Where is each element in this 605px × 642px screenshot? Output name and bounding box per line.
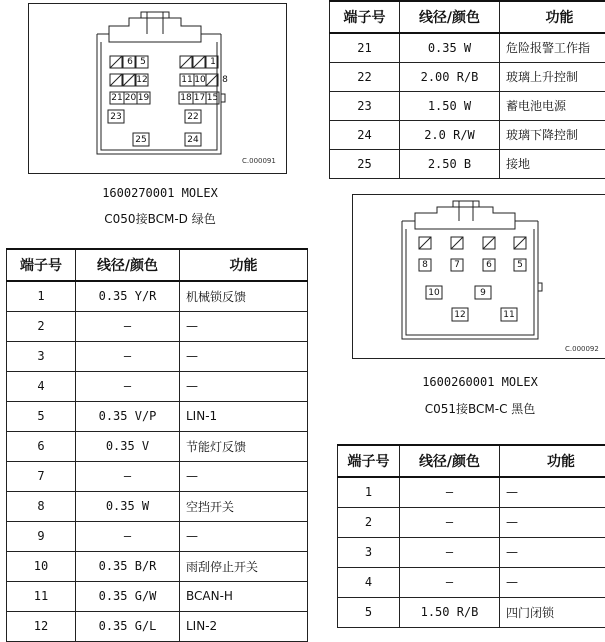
pin-number: 4 <box>7 371 76 401</box>
wire-spec: — <box>400 477 500 507</box>
pin-function: — <box>180 371 308 401</box>
wire-spec: 0.35 G/L <box>76 611 180 641</box>
pin-label: 20 <box>124 93 137 103</box>
pin-number: 3 <box>7 341 76 371</box>
pin-label: 19 <box>137 93 150 103</box>
pin-function: — <box>500 507 605 537</box>
pin-function: 雨刮停止开关 <box>180 551 308 581</box>
figure-code: C.000091 <box>242 157 276 165</box>
connector-d-name: C050接BCM-D 绿色 <box>60 210 260 227</box>
wire-spec: — <box>400 507 500 537</box>
pin-function: 蓄电池电源 <box>500 91 605 120</box>
table-row <box>330 149 605 178</box>
wire-spec: 2.0 R/W <box>400 120 500 149</box>
table-row <box>7 581 308 611</box>
pin-number: 21 <box>330 33 400 62</box>
table-row <box>7 311 308 341</box>
pin-function: 节能灯反馈 <box>180 431 308 461</box>
pin-function: 危险报警工作指 <box>500 33 605 62</box>
pin-label: 5 <box>137 57 149 67</box>
connector-d-diagram-frame <box>28 3 287 174</box>
pin-number: 5 <box>7 401 76 431</box>
table-row <box>338 597 605 627</box>
pin-label: 22 <box>185 112 201 122</box>
table-row <box>330 91 605 120</box>
wire-spec: 0.35 Y/R <box>76 281 180 311</box>
pin-number: 5 <box>338 597 400 627</box>
pin-function: 玻璃上升控制 <box>500 62 605 91</box>
pin-label: 12 <box>136 75 148 85</box>
pin-label: 18 <box>179 93 193 103</box>
header-function: 功能 <box>500 445 605 477</box>
pin-table-c <box>337 444 605 628</box>
pin-number: 25 <box>330 149 400 178</box>
wire-spec: — <box>76 341 180 371</box>
pin-number: 1 <box>7 281 76 311</box>
pin-function: LIN-1 <box>180 401 308 431</box>
table-row <box>7 431 308 461</box>
pin-function: — <box>500 537 605 567</box>
pin-label: 15 <box>206 93 219 103</box>
wire-spec: 0.35 W <box>76 491 180 521</box>
wire-spec: — <box>400 537 500 567</box>
pin-label: 25 <box>133 135 149 145</box>
pin-function: BCAN-H <box>180 581 308 611</box>
pin-label: 6 <box>124 57 136 67</box>
connector-d-part-number: 1600270001 MOLEX <box>60 186 260 200</box>
header-wire: 线径/颜色 <box>76 249 180 281</box>
wire-spec: 0.35 V/P <box>76 401 180 431</box>
table-row <box>7 281 308 311</box>
pin-table-d <box>6 248 308 642</box>
pin-number: 10 <box>7 551 76 581</box>
pin-label: 8 <box>419 260 431 270</box>
wire-spec: 2.50 B <box>400 149 500 178</box>
pin-function: — <box>180 341 308 371</box>
pin-label: 23 <box>108 112 124 122</box>
wire-spec: 0.35 B/R <box>76 551 180 581</box>
table-row <box>7 341 308 371</box>
pin-label: 11 <box>501 310 517 320</box>
pin-label: 1 <box>207 57 219 67</box>
pin-number: 9 <box>7 521 76 551</box>
pin-number: 7 <box>7 461 76 491</box>
table-row <box>7 611 308 641</box>
wire-spec: — <box>76 311 180 341</box>
table-row <box>7 371 308 401</box>
connector-c-part-number: 1600260001 MOLEX <box>380 375 580 389</box>
pin-function: — <box>500 567 605 597</box>
pin-function: 空挡开关 <box>180 491 308 521</box>
pin-label: 10 <box>194 75 206 85</box>
header-function: 功能 <box>180 249 308 281</box>
wire-spec: 0.35 V <box>76 431 180 461</box>
table-row <box>7 491 308 521</box>
pin-number: 6 <box>7 431 76 461</box>
pin-number: 4 <box>338 567 400 597</box>
pin-number: 8 <box>7 491 76 521</box>
table-row <box>330 62 605 91</box>
header-pin: 端子号 <box>338 445 400 477</box>
table-row <box>7 461 308 491</box>
header-pin: 端子号 <box>330 1 400 33</box>
table-row <box>338 567 605 597</box>
pin-number: 1 <box>338 477 400 507</box>
pin-label: 21 <box>110 93 124 103</box>
pin-number: 11 <box>7 581 76 611</box>
header-wire: 线径/颜色 <box>400 1 500 33</box>
pin-number: 2 <box>338 507 400 537</box>
table-row <box>338 537 605 567</box>
table-row <box>7 401 308 431</box>
wire-spec: — <box>76 521 180 551</box>
pin-label: 5 <box>514 260 526 270</box>
wire-spec: — <box>76 461 180 491</box>
pin-function: 机械锁反馈 <box>180 281 308 311</box>
pin-label: 10 <box>426 288 442 298</box>
pin-label: 24 <box>185 135 201 145</box>
pin-function: 接地 <box>500 149 605 178</box>
pin-function: 玻璃下降控制 <box>500 120 605 149</box>
pin-number: 12 <box>7 611 76 641</box>
pin-number: 23 <box>330 91 400 120</box>
table-row <box>330 120 605 149</box>
pin-function: LIN-2 <box>180 611 308 641</box>
pin-number: 24 <box>330 120 400 149</box>
wire-spec: 2.00 R/B <box>400 62 500 91</box>
pin-label: 6 <box>483 260 495 270</box>
header-function: 功能 <box>500 1 605 33</box>
header-pin: 端子号 <box>7 249 76 281</box>
pin-function: 四门闭锁 <box>500 597 605 627</box>
table-row <box>330 33 605 62</box>
wire-spec: — <box>400 567 500 597</box>
wire-spec: 0.35 W <box>400 33 500 62</box>
pin-label: 8 <box>219 75 231 85</box>
table-row <box>338 507 605 537</box>
pin-number: 3 <box>338 537 400 567</box>
figure-code: C.000092 <box>565 345 599 353</box>
pin-label: 12 <box>452 310 468 320</box>
table-row <box>7 521 308 551</box>
wire-spec: — <box>76 371 180 401</box>
pin-function: — <box>500 477 605 507</box>
pin-function: — <box>180 311 308 341</box>
pin-number: 22 <box>330 62 400 91</box>
connector-c-name: C051接BCM-C 黑色 <box>380 400 580 417</box>
pin-table-d-continued <box>329 0 605 179</box>
table-row <box>7 551 308 581</box>
pin-function: — <box>180 461 308 491</box>
wire-spec: 0.35 G/W <box>76 581 180 611</box>
pin-label: 11 <box>180 75 194 85</box>
pin-number: 2 <box>7 311 76 341</box>
pin-label: 17 <box>193 93 206 103</box>
table-row <box>338 477 605 507</box>
pin-label: 7 <box>451 260 463 270</box>
connector-c-diagram-frame <box>352 194 605 359</box>
pin-function: — <box>180 521 308 551</box>
wire-spec: 1.50 W <box>400 91 500 120</box>
pin-label: 9 <box>475 288 491 298</box>
wire-spec: 1.50 R/B <box>400 597 500 627</box>
header-wire: 线径/颜色 <box>400 445 500 477</box>
